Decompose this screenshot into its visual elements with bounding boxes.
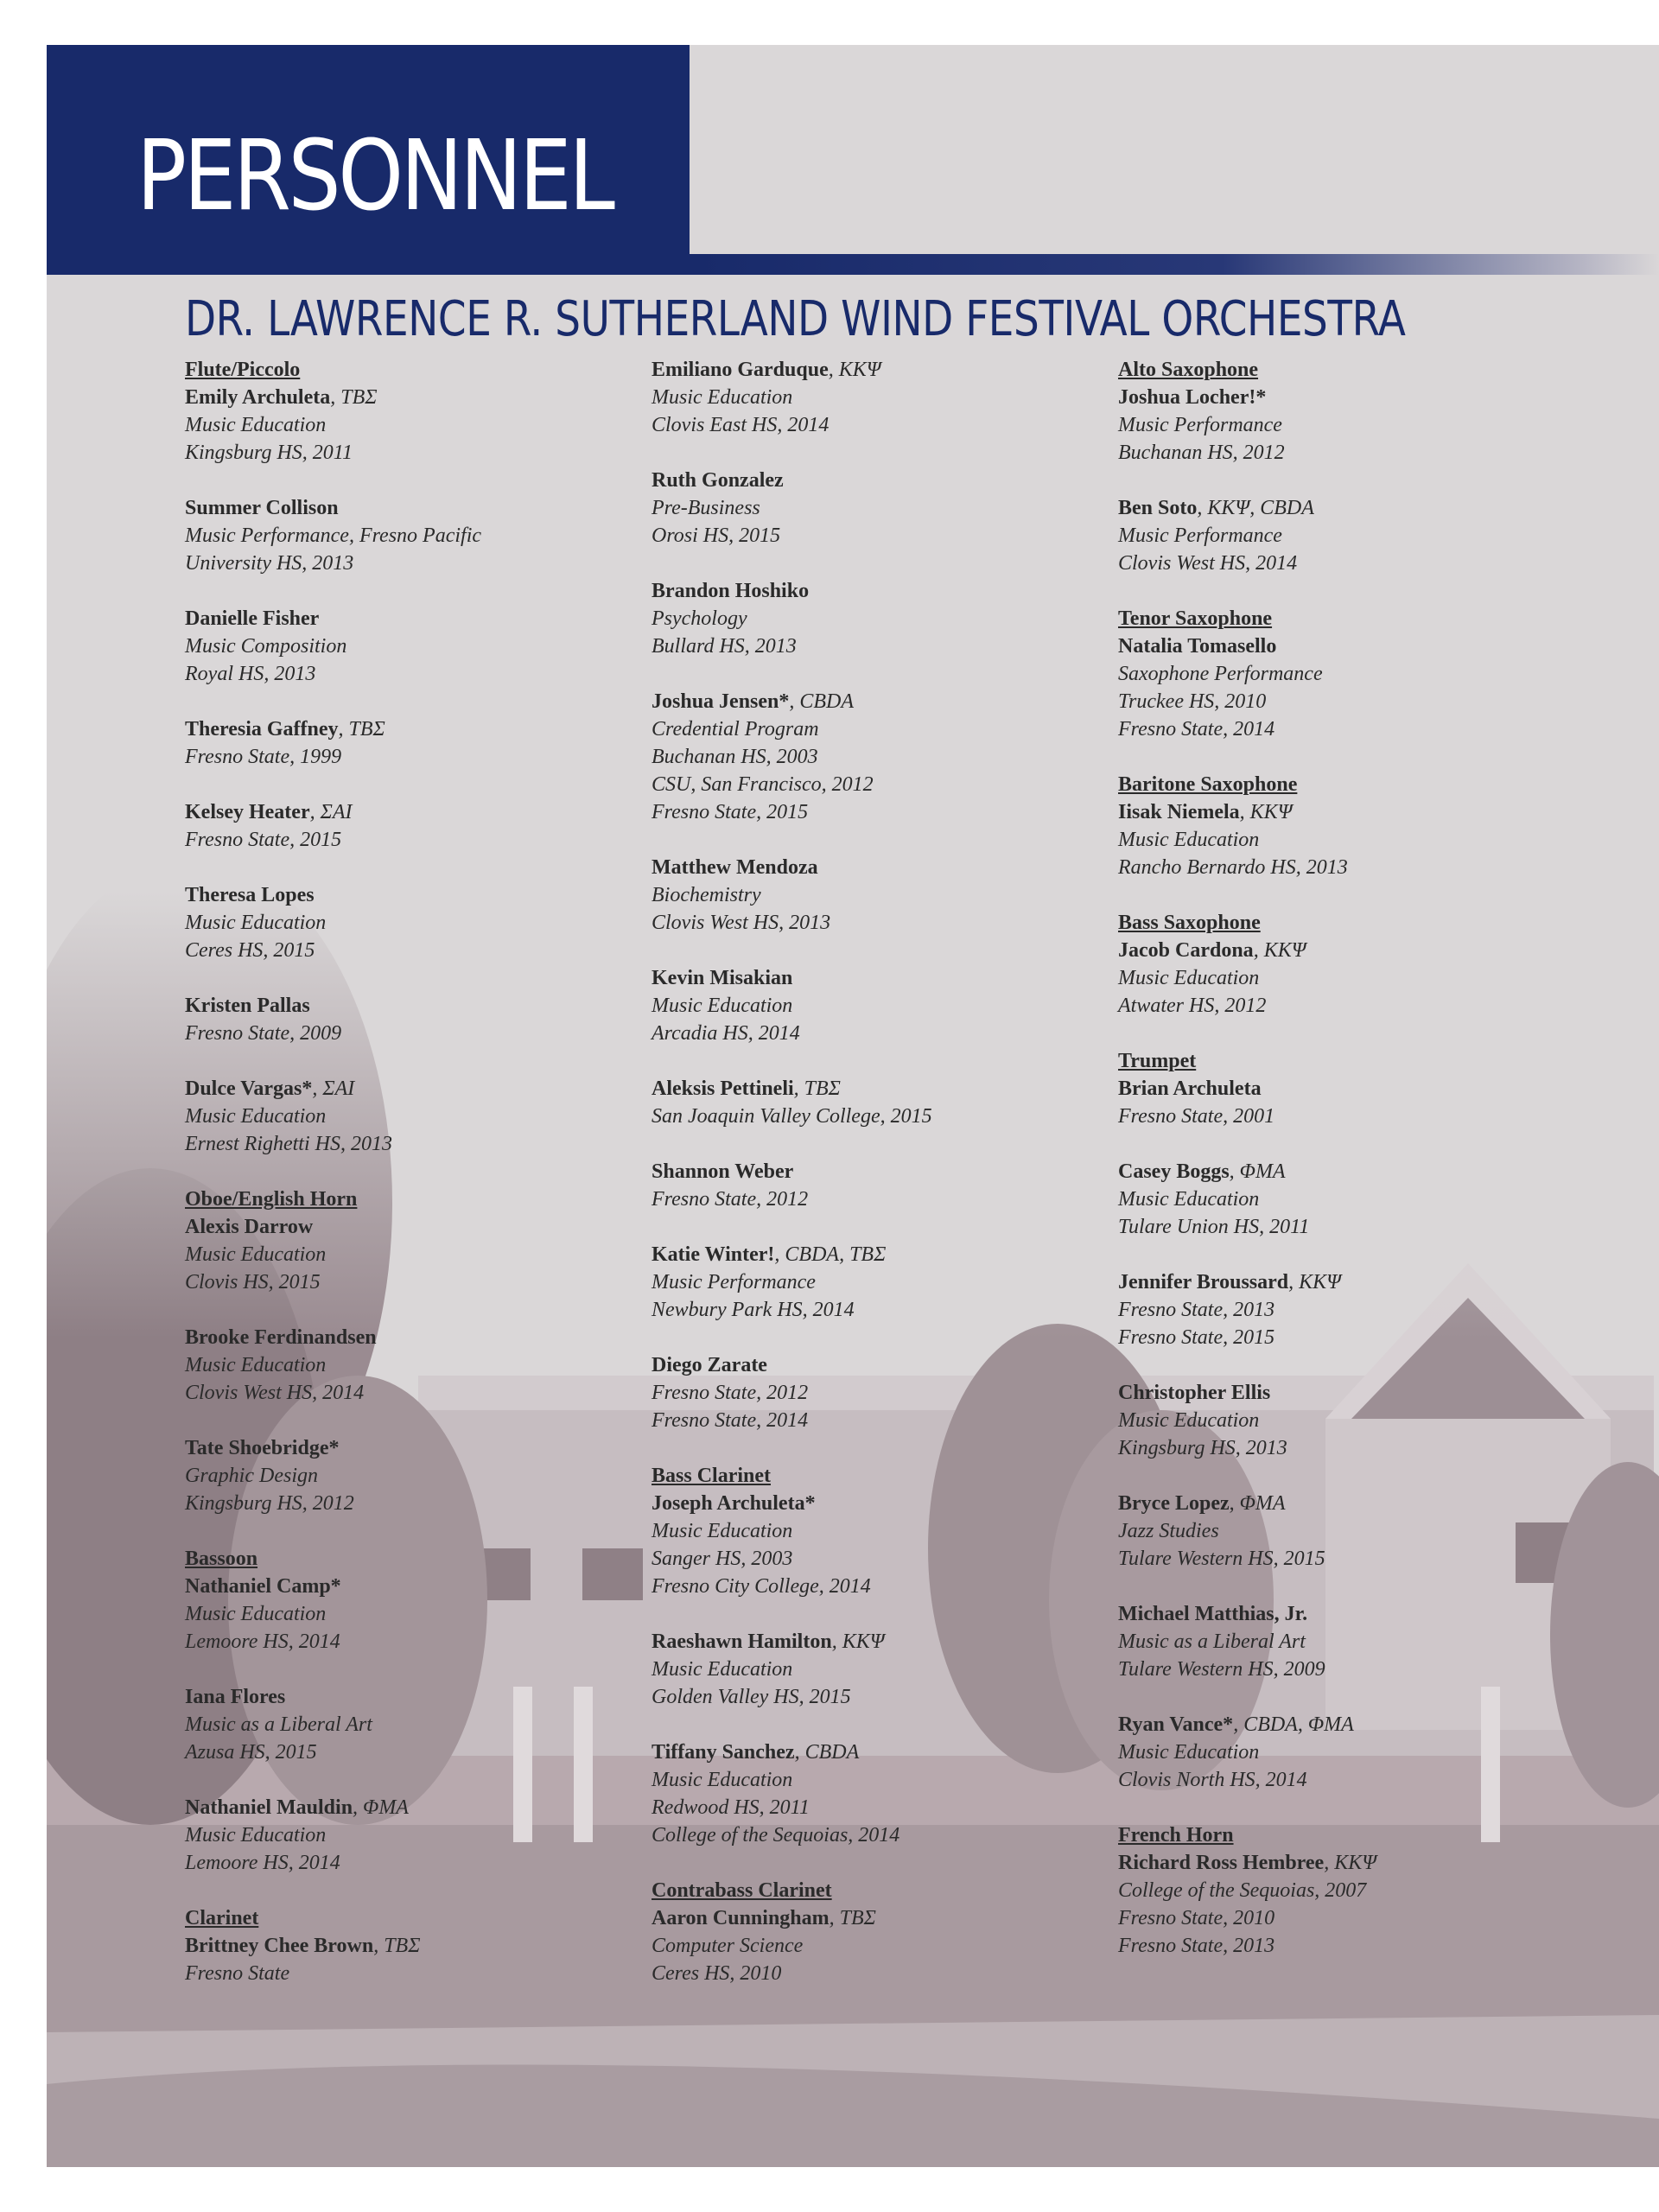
person-name-line	[1118, 1158, 1567, 1185]
person-detail: Ernest Righetti HS, 2013	[185, 1133, 392, 1155]
instrument-section	[1118, 1821, 1567, 1960]
instrument-section	[185, 1185, 634, 1517]
person-detail: Music Education	[652, 1658, 793, 1681]
person-name-line	[1118, 1849, 1567, 1877]
person-name-line	[1118, 1075, 1567, 1103]
person-name: Kevin Misakian	[652, 967, 793, 989]
person-detail: Arcadia HS, 2014	[652, 1022, 800, 1045]
person-entry	[1118, 937, 1567, 1020]
person-detail: Music Education	[185, 1243, 327, 1266]
person-detail: Pre-Business	[652, 497, 760, 519]
person-detail: Clovis West HS, 2014	[185, 1382, 365, 1404]
person-name-line	[185, 881, 634, 909]
section-title: Baritone Saxophone	[1118, 773, 1298, 796]
person-detail: Truckee HS, 2010	[1118, 690, 1267, 713]
instrument-section	[185, 356, 634, 1158]
person-affiliation: , CBDA	[789, 690, 855, 713]
person-name: Summer Collison	[185, 497, 339, 519]
person-name-line	[652, 1075, 1101, 1103]
person-name: Jennifer Broussard	[1118, 1271, 1289, 1294]
person-affiliation: , ΚΚΨ	[831, 1630, 885, 1653]
person-detail: Music as a Liberal Art	[185, 1713, 372, 1736]
person-detail: Music Education	[185, 912, 327, 934]
person-detail: Fresno State, 2009	[185, 1022, 342, 1045]
person-detail: University HS, 2013	[185, 552, 354, 575]
person-detail: Fresno City College, 2014	[652, 1575, 871, 1598]
person-name-line	[185, 1573, 634, 1600]
person-name: Emiliano Garduque	[652, 359, 829, 381]
person-affiliation: , ΤΒΣ	[338, 718, 385, 741]
person-name: Dulce Vargas*	[185, 1077, 313, 1100]
person-entry	[1118, 1711, 1567, 1794]
person-name-line	[185, 715, 634, 743]
person-name: Nathaniel Camp*	[185, 1575, 341, 1598]
person-detail: Bullard HS, 2013	[652, 635, 797, 658]
person-detail: Rancho Bernardo HS, 2013	[1118, 856, 1348, 879]
person-detail: Clovis East HS, 2014	[652, 414, 830, 436]
personnel-column-1	[185, 356, 634, 2015]
person-detail: Music Education	[1118, 1741, 1260, 1764]
person-name-line	[185, 494, 634, 522]
section-title: Trumpet	[1118, 1050, 1197, 1072]
person-name-line	[1118, 1268, 1567, 1296]
person-name-line	[185, 1932, 634, 1960]
person-detail: Ceres HS, 2010	[652, 1962, 782, 1985]
person-detail: Music Education	[185, 1354, 327, 1376]
person-detail: Fresno State, 2013	[1118, 1935, 1275, 1957]
person-detail: Music as a Liberal Art	[1118, 1630, 1306, 1653]
instrument-section	[185, 1904, 634, 1987]
person-detail: Music Education	[1118, 1409, 1260, 1432]
person-affiliation: , ΚΚΨ, CBDA	[1197, 497, 1314, 519]
section-title: Bassoon	[185, 1548, 258, 1570]
person-name-line	[652, 688, 1101, 715]
person-name-line	[652, 854, 1101, 881]
person-name: Brandon Hoshiko	[652, 580, 810, 602]
person-name: Nathaniel Mauldin	[185, 1796, 353, 1819]
person-name: Raeshawn Hamilton	[652, 1630, 832, 1653]
person-detail: CSU, San Francisco, 2012	[652, 773, 874, 796]
orchestra-title: DR. LAWRENCE R. SUTHERLAND WIND FESTIVAL ORCHESTRA	[185, 291, 1406, 347]
person-detail: Redwood HS, 2011	[652, 1796, 810, 1819]
person-entry	[652, 1490, 1101, 1600]
person-detail: Fresno State, 2012	[652, 1188, 809, 1211]
person-detail: Clovis West HS, 2013	[652, 912, 831, 934]
person-name: Brittney Chee Brown	[185, 1935, 374, 1957]
instrument-section	[1118, 1047, 1567, 1794]
person-name-line	[185, 798, 634, 826]
person-detail: Newbury Park HS, 2014	[652, 1299, 855, 1321]
person-name-line	[1118, 798, 1567, 826]
person-name-line	[652, 1158, 1101, 1185]
person-name: Natalia Tomasello	[1118, 635, 1277, 658]
person-name: Joshua Locher!*	[1118, 386, 1267, 409]
person-entry	[652, 467, 1101, 550]
person-entry	[185, 1324, 634, 1407]
section-title: Tenor Saxophone	[1118, 607, 1273, 630]
person-detail: Music Performance	[1118, 414, 1282, 436]
person-detail: Music Education	[652, 1769, 793, 1791]
person-detail: Atwater HS, 2012	[1118, 995, 1267, 1017]
person-name: Michael Matthias, Jr.	[1118, 1603, 1308, 1625]
person-affiliation: , ΤΒΣ	[793, 1077, 841, 1100]
person-entry	[1118, 632, 1567, 743]
person-detail: Kingsburg HS, 2012	[185, 1492, 354, 1515]
header-rule	[690, 254, 1659, 275]
person-name: Kristen Pallas	[185, 995, 310, 1017]
person-entry	[185, 1434, 634, 1517]
person-detail: Tulare Union HS, 2011	[1118, 1216, 1310, 1238]
person-name: Kelsey Heater	[185, 801, 310, 823]
person-name-line	[1118, 1600, 1567, 1628]
person-detail: Fresno State, 2014	[1118, 718, 1275, 741]
person-detail: Credential Program	[652, 718, 819, 741]
person-affiliation: , ΚΚΨ	[1253, 939, 1306, 962]
person-name: Joshua Jensen*	[652, 690, 790, 713]
instrument-section	[1118, 356, 1567, 577]
instrument-section	[652, 1462, 1101, 1849]
person-affiliation: , ΣΑΙ	[312, 1077, 355, 1100]
person-name: Joseph Archuleta*	[652, 1492, 816, 1515]
person-name-line	[652, 1351, 1101, 1379]
person-name: Iisak Niemela	[1118, 801, 1240, 823]
person-entry	[185, 992, 634, 1047]
person-name: Jacob Cardona	[1118, 939, 1254, 962]
person-detail: Fresno State	[185, 1962, 290, 1985]
person-detail: San Joaquin Valley College, 2015	[652, 1105, 932, 1128]
person-entry	[185, 605, 634, 688]
person-name-line	[185, 1794, 634, 1821]
person-detail: Music Education	[652, 995, 793, 1017]
person-entry	[652, 577, 1101, 660]
person-name: Shannon Weber	[652, 1160, 794, 1183]
person-name-line	[185, 384, 634, 411]
person-name: Brooke Ferdinandsen	[185, 1326, 377, 1349]
person-name-line	[185, 605, 634, 632]
section-title: French Horn	[1118, 1824, 1234, 1847]
person-affiliation: , ΦΜΑ	[1229, 1492, 1286, 1515]
person-name: Theresia Gaffney	[185, 718, 339, 741]
person-entry	[185, 798, 634, 854]
person-affiliation: , ΤΒΣ	[829, 1907, 876, 1929]
person-detail: Music Performance	[1118, 524, 1282, 547]
section-title: Flute/Piccolo	[185, 359, 301, 381]
person-detail: Music Performance	[652, 1271, 816, 1294]
person-name: Matthew Mendoza	[652, 856, 818, 879]
person-detail: Music Performance, Fresno Pacific	[185, 524, 482, 547]
person-entry	[652, 1351, 1101, 1434]
person-detail: Lemoore HS, 2014	[185, 1630, 340, 1653]
person-name-line	[185, 1213, 634, 1241]
section-title: Oboe/English Horn	[185, 1188, 358, 1211]
person-detail: Music Education	[185, 414, 327, 436]
person-affiliation: , ΣΑΙ	[309, 801, 353, 823]
person-entry	[185, 1932, 634, 1987]
person-name-line	[652, 1738, 1101, 1766]
person-entry	[1118, 1600, 1567, 1683]
person-name: Ben Soto	[1118, 497, 1198, 519]
person-name-line	[652, 1628, 1101, 1656]
person-entry	[652, 1158, 1101, 1213]
person-entry	[185, 384, 634, 467]
instrument-section	[1118, 771, 1567, 881]
instrument-section	[652, 1877, 1101, 1987]
person-detail: Azusa HS, 2015	[185, 1741, 317, 1764]
person-entry	[1118, 1268, 1567, 1351]
person-entry	[1118, 1158, 1567, 1241]
person-entry	[1118, 798, 1567, 881]
person-detail: Music Education	[1118, 967, 1260, 989]
section-title: Contrabass Clarinet	[652, 1879, 832, 1902]
person-entry	[1118, 1379, 1567, 1462]
person-name-line	[1118, 384, 1567, 411]
person-affiliation: , ΤΒΣ	[373, 1935, 421, 1957]
person-detail: Computer Science	[652, 1935, 804, 1957]
person-affiliation: , ΦΜΑ	[1229, 1160, 1286, 1183]
section-title: Bass Clarinet	[652, 1465, 771, 1487]
person-name-line	[1118, 1490, 1567, 1517]
person-name: Alexis Darrow	[185, 1216, 314, 1238]
person-detail: Orosi HS, 2015	[652, 524, 781, 547]
section-title: Clarinet	[185, 1907, 259, 1929]
person-entry	[1118, 1849, 1567, 1960]
personnel-column-3	[1118, 356, 1567, 1987]
person-detail: Fresno State, 2013	[1118, 1299, 1275, 1321]
person-detail: Fresno State, 2014	[652, 1409, 809, 1432]
person-detail: Kingsburg HS, 2011	[185, 442, 353, 464]
person-name-line	[652, 577, 1101, 605]
person-name-line	[1118, 1711, 1567, 1738]
person-detail: Music Education	[1118, 829, 1260, 851]
person-name-line	[652, 1241, 1101, 1268]
person-detail: Ceres HS, 2015	[185, 939, 315, 962]
person-affiliation: , CBDA	[794, 1741, 860, 1764]
page	[47, 45, 1659, 2167]
person-name: Iana Flores	[185, 1686, 286, 1708]
person-name: Diego Zarate	[652, 1354, 767, 1376]
person-entry	[185, 1683, 634, 1766]
person-detail: Fresno State, 2001	[1118, 1105, 1275, 1128]
person-detail: Fresno State, 2010	[1118, 1907, 1275, 1929]
person-name: Theresa Lopes	[185, 884, 315, 906]
person-detail: Music Composition	[185, 635, 347, 658]
person-name: Christopher Ellis	[1118, 1382, 1271, 1404]
person-detail: Music Education	[652, 386, 793, 409]
person-affiliation: , ΚΚΨ	[1239, 801, 1293, 823]
section-title: Bass Saxophone	[1118, 912, 1261, 934]
person-detail: Fresno State, 1999	[185, 746, 342, 768]
person-entry	[652, 688, 1101, 826]
person-detail: Tulare Western HS, 2009	[1118, 1658, 1325, 1681]
person-entry	[652, 1075, 1101, 1130]
person-detail: Golden Valley HS, 2015	[652, 1686, 851, 1708]
person-entry	[1118, 494, 1567, 577]
person-detail: Saxophone Performance	[1118, 663, 1323, 685]
person-detail: Royal HS, 2013	[185, 663, 316, 685]
person-detail: Fresno State, 2015	[185, 829, 342, 851]
person-name-line	[1118, 494, 1567, 522]
person-detail: Fresno State, 2015	[652, 801, 809, 823]
person-detail: Tulare Western HS, 2015	[1118, 1548, 1325, 1570]
person-name-line	[185, 1434, 634, 1462]
person-entry	[1118, 1075, 1567, 1130]
person-detail: Fresno State, 2012	[652, 1382, 809, 1404]
person-affiliation: , CBDA, ΤΒΣ	[774, 1243, 887, 1266]
person-entry	[185, 1213, 634, 1296]
person-name-line	[652, 1490, 1101, 1517]
person-name: Danielle Fisher	[185, 607, 320, 630]
person-name-line	[185, 992, 634, 1020]
person-name: Tate Shoebridge*	[185, 1437, 340, 1459]
instrument-section	[652, 356, 1101, 1434]
person-name: Tiffany Sanchez	[652, 1741, 795, 1764]
person-detail: College of the Sequoias, 2007	[1118, 1879, 1367, 1902]
person-entry	[652, 1904, 1101, 1987]
person-entry	[1118, 1490, 1567, 1573]
person-entry	[185, 1794, 634, 1877]
person-affiliation: , ΚΚΨ	[1288, 1271, 1342, 1294]
person-entry	[185, 881, 634, 964]
person-detail: Clovis West HS, 2014	[1118, 552, 1298, 575]
person-name: Ryan Vance*	[1118, 1713, 1234, 1736]
person-affiliation: , ΦΜΑ	[353, 1796, 409, 1819]
section-title: Alto Saxophone	[1118, 359, 1259, 381]
person-detail: Music Education	[652, 1520, 793, 1542]
person-entry	[185, 1075, 634, 1158]
person-name-line	[652, 467, 1101, 494]
person-entry	[185, 494, 634, 577]
person-detail: Sanger HS, 2003	[652, 1548, 793, 1570]
person-entry	[652, 356, 1101, 439]
person-detail: Music Education	[1118, 1188, 1260, 1211]
person-name: Casey Boggs	[1118, 1160, 1230, 1183]
person-name-line	[652, 356, 1101, 384]
person-name: Aaron Cunningham	[652, 1907, 830, 1929]
instrument-section	[185, 1545, 634, 1877]
person-name: Richard Ross Hembree	[1118, 1852, 1325, 1874]
person-detail: Music Education	[185, 1105, 327, 1128]
personnel-column-2	[652, 356, 1101, 2015]
person-name-line	[1118, 1379, 1567, 1407]
person-name: Ruth Gonzalez	[652, 469, 784, 492]
person-detail: Lemoore HS, 2014	[185, 1852, 340, 1874]
person-name-line	[652, 964, 1101, 992]
instrument-section	[1118, 909, 1567, 1020]
person-entry	[652, 1628, 1101, 1711]
person-detail: Graphic Design	[185, 1465, 318, 1487]
person-detail: Clovis North HS, 2014	[1118, 1769, 1307, 1791]
person-detail: Psychology	[652, 607, 747, 630]
person-detail: Music Education	[185, 1824, 327, 1847]
person-entry	[652, 854, 1101, 937]
person-name-line	[185, 1075, 634, 1103]
person-name-line	[1118, 937, 1567, 964]
person-entry	[652, 1241, 1101, 1324]
person-name: Aleksis Pettineli	[652, 1077, 794, 1100]
person-detail: Music Education	[185, 1603, 327, 1625]
person-name: Emily Archuleta	[185, 386, 331, 409]
person-name-line	[1118, 632, 1567, 660]
person-entry	[652, 1738, 1101, 1849]
person-name-line	[185, 1683, 634, 1711]
instrument-section	[1118, 605, 1567, 743]
person-detail: Jazz Studies	[1118, 1520, 1219, 1542]
person-name-line	[652, 1904, 1101, 1932]
person-entry	[1118, 384, 1567, 467]
person-entry	[185, 715, 634, 771]
page-title: PERSONNEL	[137, 120, 613, 232]
person-affiliation: , ΤΒΣ	[330, 386, 378, 409]
header-banner	[47, 45, 690, 275]
person-detail: Buchanan HS, 2003	[652, 746, 818, 768]
person-name: Bryce Lopez	[1118, 1492, 1230, 1515]
person-name: Brian Archuleta	[1118, 1077, 1262, 1100]
person-detail: College of the Sequoias, 2014	[652, 1824, 900, 1847]
person-detail: Biochemistry	[652, 884, 761, 906]
person-detail: Fresno State, 2015	[1118, 1326, 1275, 1349]
person-detail: Kingsburg HS, 2013	[1118, 1437, 1287, 1459]
person-name-line	[185, 1324, 634, 1351]
person-detail: Buchanan HS, 2012	[1118, 442, 1285, 464]
person-entry	[185, 1573, 634, 1656]
person-detail: Clovis HS, 2015	[185, 1271, 321, 1294]
person-affiliation: , ΚΚΨ	[828, 359, 881, 381]
person-name: Katie Winter!	[652, 1243, 775, 1266]
person-entry	[652, 964, 1101, 1047]
person-affiliation: , ΚΚΨ	[1324, 1852, 1377, 1874]
person-affiliation: , CBDA, ΦΜΑ	[1233, 1713, 1354, 1736]
